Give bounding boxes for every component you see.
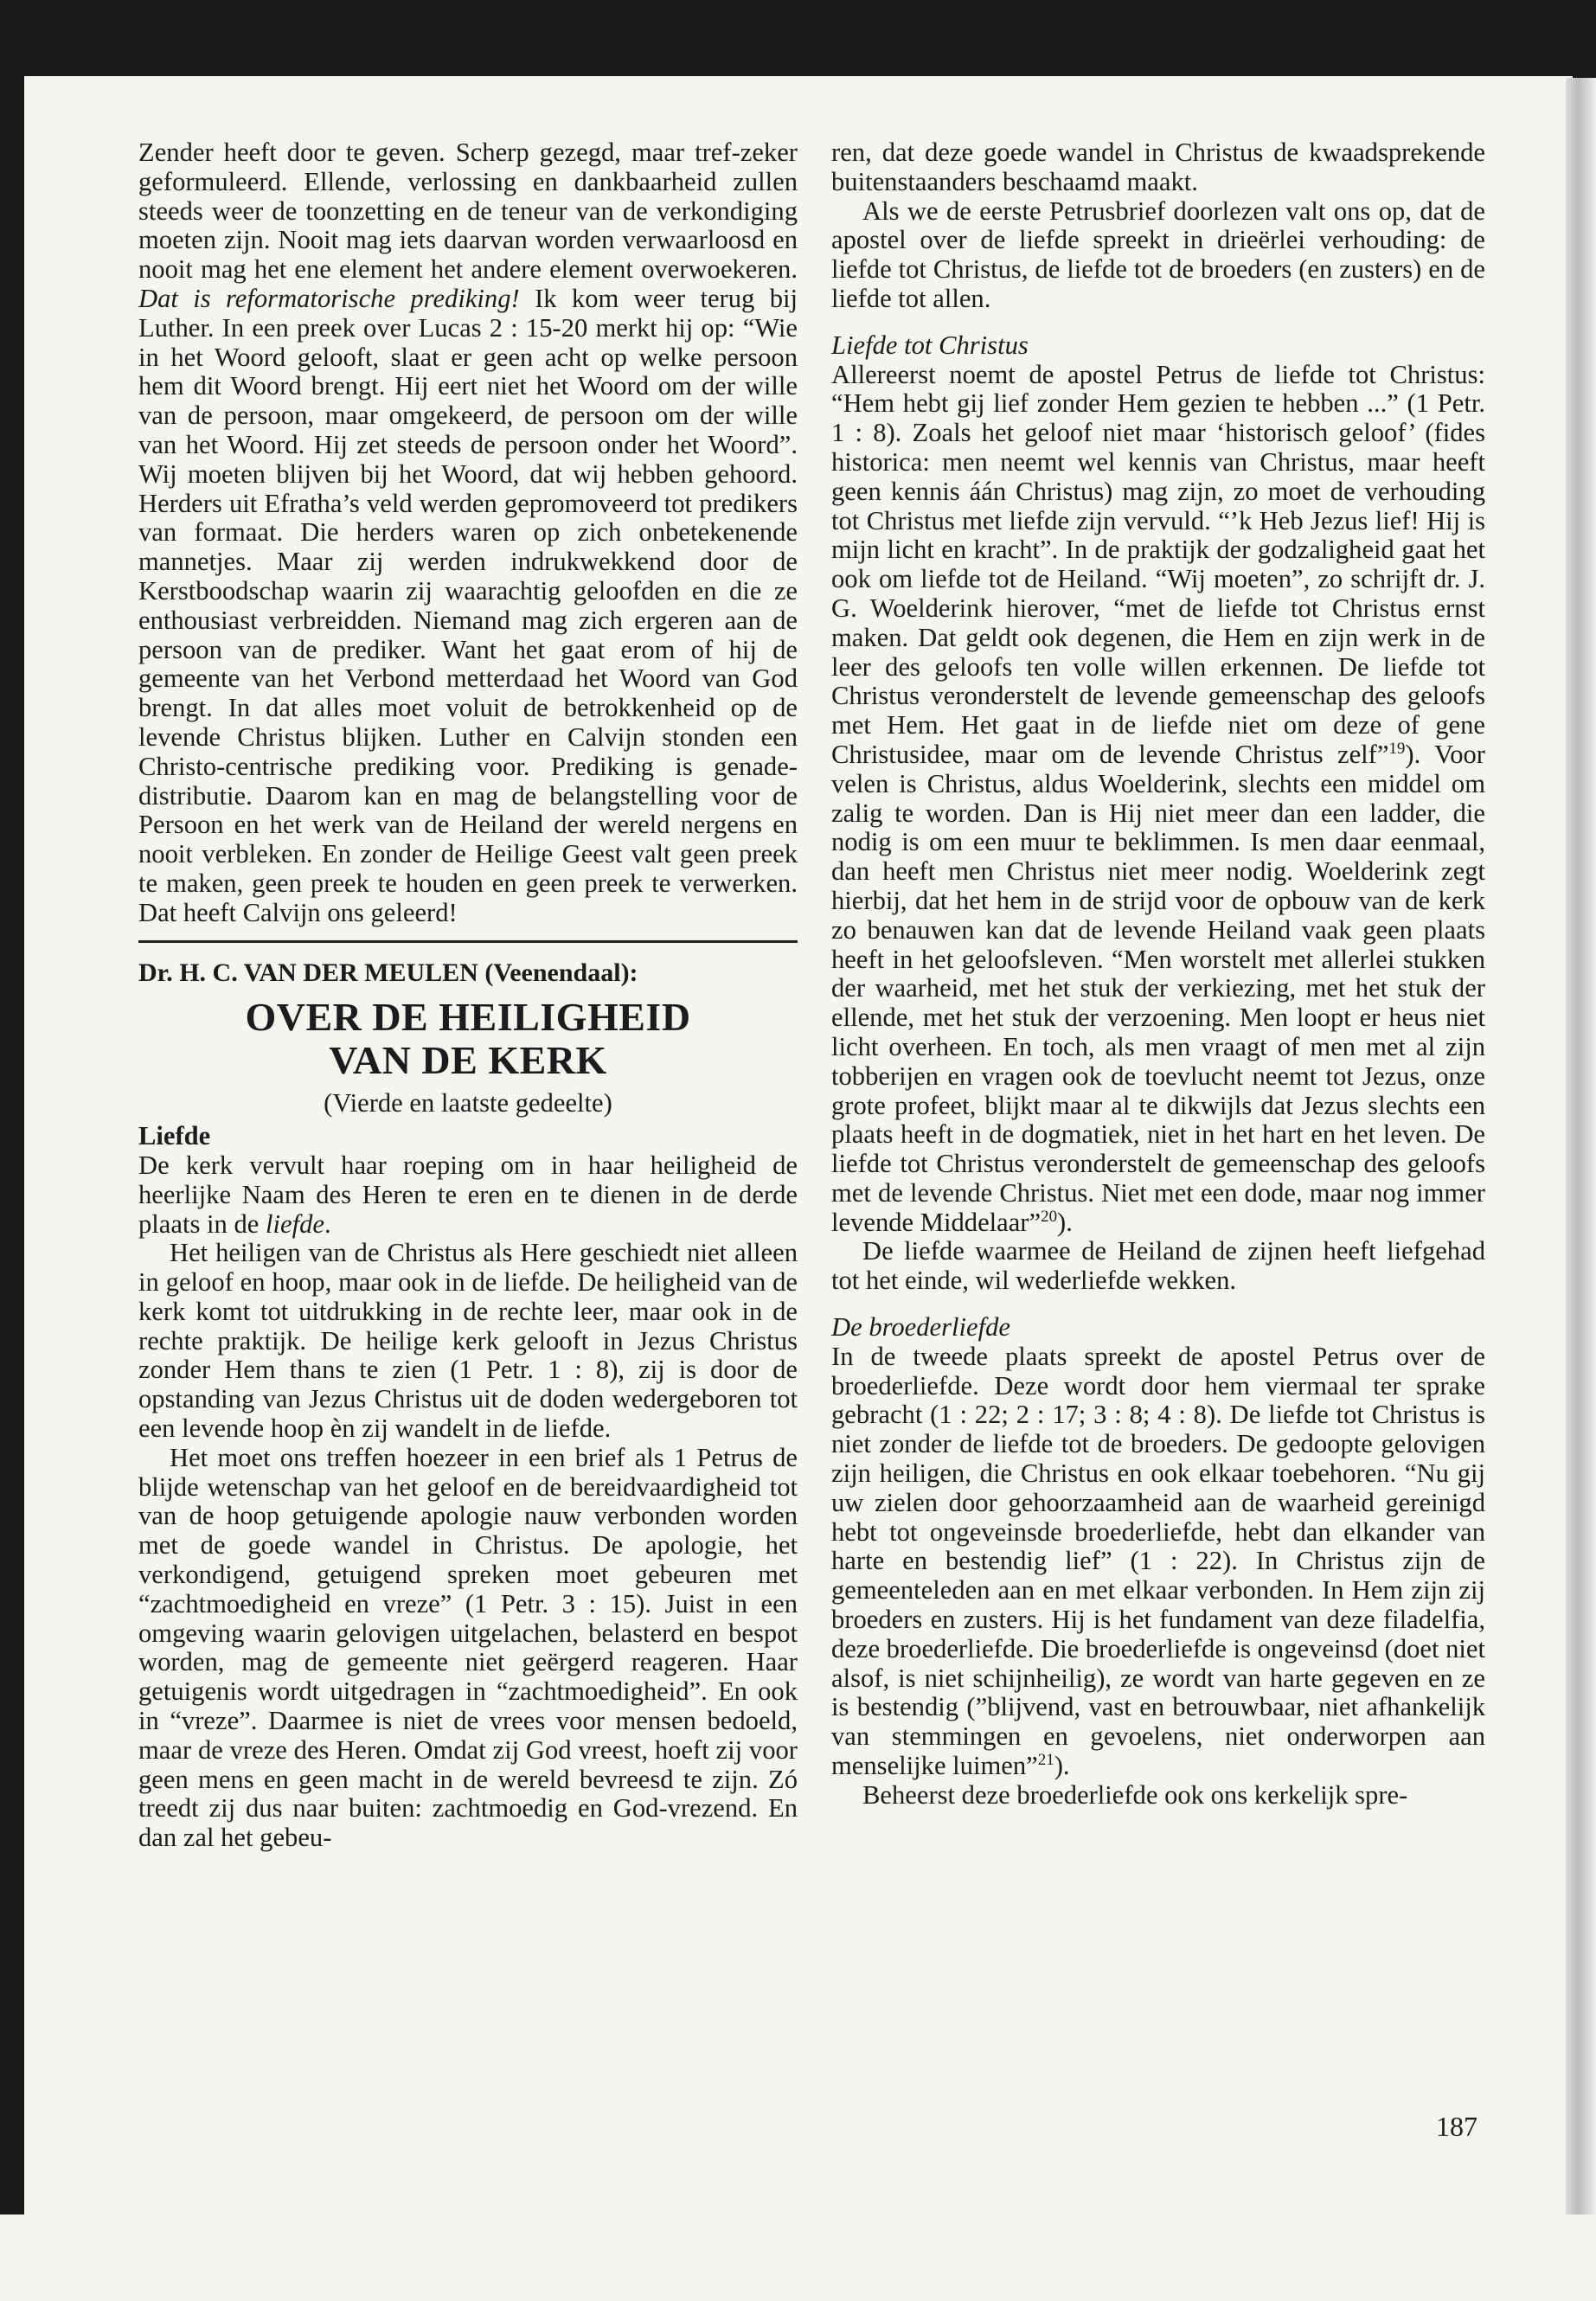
- heading-broederliefde: De broederliefde: [831, 1312, 1011, 1343]
- intro-text-2: Ik kom weer terug bij Luther. In een preek over Lucas 2 : 15-20 merkt hij op: “Wie in het Woord gelooft, slaat er geen acht op welke persoon hem dit Woord brengt. Hij eert niet het Woord om der wille van de persoon, maar omgekeerd, de persoon om der wille van het Woord. Hij zet steeds de persoon onder het Woord”. Wij moeten blijven bij het Woord, dat wij hebben gehoord. Herders uit Efratha’s veld werden gepromoveerd tot predikers van formaat. Die herders waren op zich onbetekenende mannetjes. Maar zij werden indrukwekkend door de Kerstboodschap waarin zij waarachtig geloofden en die ze enthousiast verbreidden. Niemand mag zich ergeren aan de persoon van de prediker. Want het gaat erom of hij de gemeente van het Verbond metterdaad het Woord van God brengt. In dat alles moet voluit de betrokkenheid op de levende Christus blijken. Luther en Calvijn stonden een Christo-centrische prediking voor. Prediking is genade-distributie. Daarom kan en mag de belangstelling voor de Persoon en het werk van de Heiland der wereld nergens en nooit verbleken. En zonder de Heilige Geest valt geen preek te maken, geen preek te houden en geen preek te verwerken. Dat heeft Calvijn ons geleerd!: [138, 283, 798, 927]
- christus-text-1: Allereerst noemt de apostel Petrus de liefde tot Christus: “Hem hebt gij lief zonder Hem gezien te hebben ...” (1 Petr. 1 : 8). Zoals het geloof niet maar ‘historisch geloof’ (fides historica: men neemt wel kennis van Christus, maar heeft geen kennis áán Christus) mag zijn, zo moet de verhouding tot Christus met liefde zijn vervuld. “’k Heb Jezus lief! Hij is mijn licht en kracht”. In de praktijk der godzaligheid gaat het ook om liefde tot de Heiland. “Wij moeten”, zo schrijft dr. J. G. Woelderink hierover, “met de liefde tot Christus ernst maken. Dat geldt ook degenen, die Hem en zijn werk in de leer des geloofs ten volle willen erkennen. De liefde tot Christus veronderstelt de levende gemeenschap des geloofs met Hem. Het gaat in de liefde niet om deze of gene Christusidee, maar om de levende Christus zelf”: [831, 359, 1485, 769]
- article-subtitle: (Vierde en laatste gedeelte): [324, 1088, 612, 1118]
- article-author: Dr. H. C. VAN DER MEULEN (Veenendaal):: [138, 958, 638, 987]
- christus-text-2: ). Voor velen is Christus, aldus Woelderink, slechts een middel om zalig te worden. Dan is Hij niet meer dan een ladder, die nodig is om een muur te beklimmen. Is men daar eenmaal, dan heeft men Christus niet meer nodig. Woelderink zegt hierbij, dat het hem in de strijd voor de opbouw van de kerk zo benauwen kan dat de levende Heiland vaak geen plaats heeft in het geloofsleven. “Men worstelt met allerlei stukken der waarheid, met het stuk der verkiezing, met het stuk der ellende, met het stuk der verzoening. Men loopt er heus niet licht overheen. En toch, als men vraagt of men met al zijn tobberijen en vragen ook de toevlucht neemt tot Jezus, onze grote profeet, blijkt maar al te dikwijls dat Jezus slechts een plaats heeft in de dogmatiek, niet in het hart en het leven. De liefde tot Christus veronderstelt de gemeenschap des geloofs met de levende Christus. Niet met een dode, maar nog immer levende Middelaar”: [831, 739, 1485, 1237]
- liefde-italic: liefde: [265, 1208, 324, 1239]
- left-column: [138, 138, 798, 1853]
- heading-liefde-tot-christus: Liefde tot Christus: [831, 330, 1029, 360]
- scan-edge-shadow: [1566, 78, 1596, 2214]
- paragraph-liefde-tot-christus: [831, 361, 1485, 1238]
- christus-text-3: ).: [1057, 1207, 1073, 1237]
- right-column: [831, 138, 1485, 1811]
- spacer: [831, 314, 1485, 324]
- article-title-line-2: VAN DE KERK: [329, 1038, 607, 1083]
- spacer: [831, 1296, 1485, 1306]
- intro-italic: Dat is reformatorische prediking!: [138, 283, 520, 313]
- page-number: 187: [1436, 2111, 1477, 2142]
- broeder-text-2: ).: [1054, 1751, 1070, 1781]
- paragraph-treffen: Het moet ons treffen hoezeer in een brief als 1 Petrus de blijde wetenschap van het geloof en de bereidvaardigheid tot van de hoop getuigende apologie nauw verbonden worden met de goede wandel in Christus. De apologie, het verkondigend, getuigend spreken moet gebeuren met “zachtmoedigheid en vreze” (1 Petr. 3 : 15). Juist in een omgeving waarin gelovigen uitgelachen, belasterd en bespot worden, mag de gemeente niet geërgerd reageren. Haar getuigenis wordt uitgedragen in “zachtmoedigheid”. En ook in “vreze”. Daarmee is niet de vrees voor mensen bedoeld, maar de vreze des Heren. Omdat zij God vreest, hoeft zij voor geen mens en geen macht in de wereld bevreesd te zijn. Zó treedt zij dus naar buiten: zachtmoedig en God-vrezend. En dan zal het gebeu-: [138, 1442, 798, 1853]
- broeder-text-1: In de tweede plaats spreekt de apostel Petrus over de broederliefde. Deze wordt door hem viermaal ter sprake gebracht (1 : 22; 2 : 17; 3 : 8; 4 : 8). De liefde tot Christus is niet zonder de liefde tot de broeders. De gedoopte gelovigen zijn heiligen, die Christus en ook elkaar toebehoren. “Nu gij uw zielen door gehoorzaamheid aan de waarheid gereinigd hebt tot ongeveinsde broederliefde, hebt dan elkander van harte en bestendig lief” (1 : 22). In Christus zijn de gemeenteleden aan en met elkaar verbonden. In Hem zijn zij broeders en zusters. Hij is het fundament van deze filadelfia, deze broederliefde. Die broederliefde is ongeveinsd (doet niet alsof, is niet schijnheilig), ze wordt van harte gegeven en ze is bestendig (”blijvend, vast en betrouwbaar, niet afhankelijk van stemmingen en gevoelens, niet onderworpen aan menselijke luimen”: [831, 1341, 1486, 1781]
- paragraph-broederliefde: [831, 1343, 1485, 1781]
- paragraph-petrusbrief: Als we de eerste Petrusbrief doorlezen valt ons op, dat de apostel over de liefde spreekt in drieërlei verhouding: de liefde tot Christus, de liefde tot de broeders (en zusters) en de liefde tot allen.: [831, 195, 1485, 313]
- paragraph-continuation: ren, dat deze goede wandel in Christus de kwaadsprekende buitenstaanders beschaamd maakt.: [831, 138, 1485, 196]
- footnote-ref-20: 20: [1041, 1207, 1058, 1226]
- liefde-text: De kerk vervult haar roeping om in haar heiligheid de heerlijke Naam des Heren te eren en te dienen in de derde plaats in de: [138, 1150, 798, 1239]
- intro-text-1: Zender heeft door te geven. Scherp gezegd, maar tref-zeker geformuleerd. Ellende, verlossing en dankbaarheid zullen steeds weer de toonzetting en de teneur van de verkondiging moeten zijn. Nooit mag iets daarvan worden verwaarloosd en nooit mag het ene element het andere element overwoekeren.: [138, 138, 798, 285]
- section-divider: [138, 940, 798, 943]
- article-title-line-1: OVER DE HEILIGHEID: [245, 995, 691, 1040]
- footnote-ref-21: 21: [1037, 1750, 1054, 1769]
- intro-paragraph: [138, 138, 798, 928]
- footnote-ref-19: 19: [1388, 739, 1406, 758]
- liefde-end: .: [324, 1208, 331, 1239]
- paragraph-wederliefde: De liefde waarmee de Heiland de zijnen heeft liefgehad tot het einde, wil wederliefde wekken.: [831, 1236, 1485, 1296]
- paragraph-beheerst: Beheerst deze broederliefde ook ons kerkelijk spre-: [862, 1779, 1408, 1810]
- paragraph-heiligen: Het heiligen van de Christus als Here geschiedt niet alleen in geloof en hoop, maar ook in de liefde. De heiligheid van de kerk komt tot uitdrukking in de rechte leer, maar ook in de rechte praktijk. De heilige kerk gelooft in Jezus Christus zonder Hem thans te zien (1 Petr. 1 : 8), zij is door de opstanding van Jezus Christus uit de doden wedergeboren tot een levende hoop èn zij wandelt in de liefde.: [138, 1238, 798, 1444]
- page-bottom-margin: [0, 2214, 1596, 2301]
- paragraph-liefde: [138, 1151, 798, 1239]
- heading-liefde: Liefde: [138, 1121, 211, 1151]
